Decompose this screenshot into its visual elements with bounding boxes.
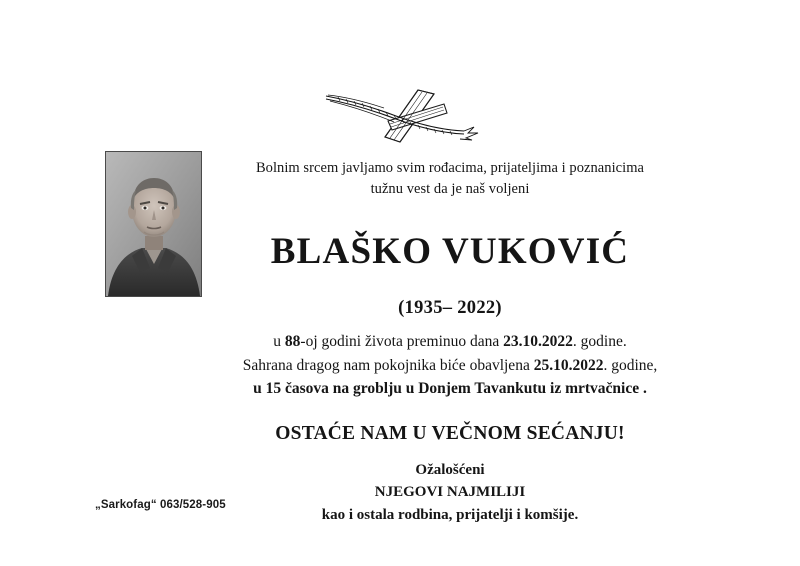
mourners-line-2: kao i ostala rodbina, prijatelji i komšije. xyxy=(321,506,579,523)
age-value: 88 xyxy=(284,333,301,351)
death-date-line xyxy=(215,330,685,354)
mourners-block xyxy=(215,459,685,527)
funeral-place: u 15 časova na groblju u Donjem Tavankutu iz mrtvačnice . xyxy=(253,380,647,398)
funeral-details xyxy=(215,330,685,401)
cross-with-ribbon-svg xyxy=(322,86,502,146)
funeral-date-line xyxy=(215,354,685,378)
age-prefix: u xyxy=(273,333,285,351)
funeral-date: 25.10.2022 xyxy=(533,356,604,374)
funeral-date-suffix: . godine, xyxy=(603,356,658,374)
deceased-name: BLAŠKO VUKOVIĆ xyxy=(270,231,630,273)
funeral-home-credit: „Sarkofag“ 063/528-905 xyxy=(95,499,226,511)
death-date-suffix: . godine. xyxy=(572,333,627,351)
funeral-prefix: Sahrana dragog nam pokojnika biće obavljena xyxy=(242,356,534,374)
deceased-portrait-photo xyxy=(105,151,202,297)
memorial-slogan: OSTAĆE NAM U VEČNOM SEĆANJU! xyxy=(275,422,625,444)
mourners-line-1: NJEGOVI NAJMILIJI xyxy=(374,484,526,501)
intro-line-1: Bolnim srcem javljamo svim rođacima, prijateljima i poznanicima xyxy=(255,160,645,176)
funeral-place-line xyxy=(215,377,685,401)
portrait-svg xyxy=(106,152,201,296)
intro-line-2: tužnu vest da je naš voljeni xyxy=(370,181,530,198)
obituary-text xyxy=(215,158,685,526)
cross-with-ribbon-icon xyxy=(322,86,502,146)
intro-text xyxy=(215,158,685,200)
age-suffix: -oj godini života preminuo dana xyxy=(300,333,504,351)
death-date: 23.10.2022 xyxy=(503,333,573,351)
mourners-title: Ožalošćeni xyxy=(415,461,485,478)
birth-death-years: (1935– 2022) xyxy=(398,298,502,319)
